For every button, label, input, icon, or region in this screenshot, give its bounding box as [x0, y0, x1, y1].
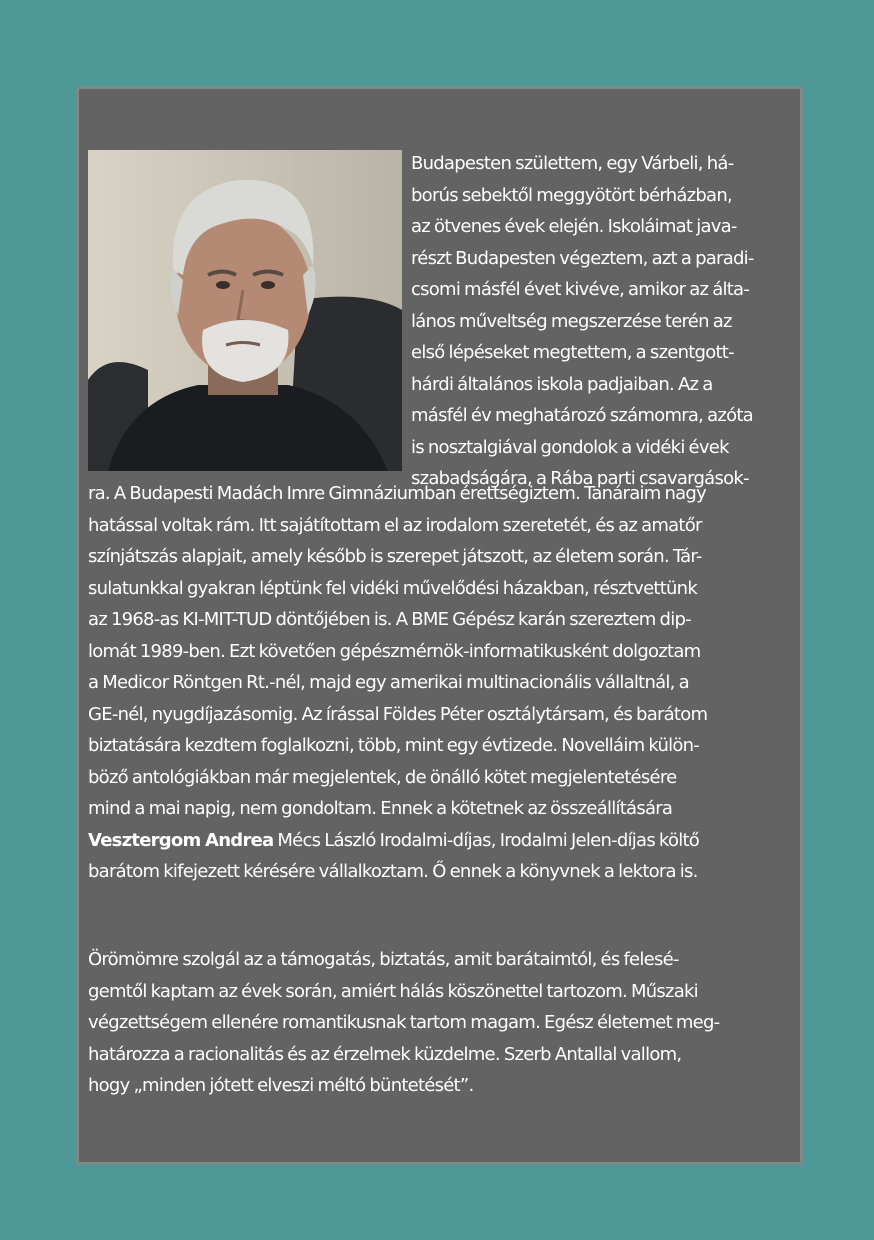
text-line: borús sebektől meggyötört bérházban, — [411, 184, 732, 206]
text-line: határozza a racionalitás és az érzelmek küzdelme. Szerb Antallal vallom, — [88, 1043, 682, 1065]
text-line: GE-nél, nyugdíjazásomig. Az írással Földes Péter osztálytársam, és barátom — [88, 703, 708, 725]
text-line: biztatására kezdtem foglalkozni, több, mint egy évtizede. Novelláim külön- — [88, 735, 700, 756]
text-line: részt Budapesten végeztem, azt a paradi- — [411, 247, 754, 269]
text-line: első lépéseket megtettem, a szentgott- — [411, 342, 734, 363]
text-line: lános műveltség megszerzése terén az — [411, 310, 732, 332]
text-line: az 1968-as KI-MIT-TUD döntőjében is. A BME Gépész karán szereztem dip- — [88, 609, 691, 630]
text-line: gemtől kaptam az évek során, amiért hálás köszönettel tartozom. Műszaki — [88, 980, 698, 1002]
paragraph-full-width — [88, 478, 707, 888]
text-line: másfél év meghatározó számomra, azóta — [411, 405, 753, 426]
text-after-name: Mécs László Irodalmi-díjas, Irodalmi Jelen-díjas költő — [273, 829, 700, 851]
portrait-photo-icon — [88, 150, 402, 471]
text-line: színjátszás alapjait, amely később is szerepet játszott, az életem során. Tár- — [88, 546, 702, 567]
text-line: hárdi általános iskola padjaiban. Az a — [411, 373, 713, 395]
paragraph-second — [88, 944, 719, 1102]
text-line: hatással voltak rám. Itt sajátítottam el az irodalom szeretetét, és az amatőr — [88, 514, 702, 536]
paragraph-beside-photo — [411, 148, 754, 495]
text-line: barátom kifejezett kérésére vállalkoztam. Ő ennek a könyvnek a lektora is. — [88, 861, 698, 882]
text-line-with-name — [88, 825, 707, 857]
text-line: lomát 1989-ben. Ezt követően gépészmérnök-informatikusként dolgoztam — [88, 640, 701, 662]
text-line: ra. A Budapesti Madách Imre Gimnáziumban érettségiztem. Tanáraim nagy — [88, 483, 707, 504]
text-line: Budapesten születtem, egy Várbeli, há- — [411, 153, 734, 174]
text-line: a Medicor Röntgen Rt.-nél, majd egy amerikai multinacionális vállaltnál, a — [88, 672, 689, 693]
text-line: mind a mai napig, nem gondoltam. Ennek a kötetnek az összeállítására — [88, 798, 673, 819]
text-line: csomi másfél évet kivéve, amikor az álta- — [411, 279, 750, 300]
text-line: végzettségem ellenére romantikusnak tartom magam. Egész életemet meg- — [88, 1012, 720, 1033]
text-line: is nosztalgiával gondolok a vidéki évek — [411, 436, 729, 458]
author-photo — [88, 150, 402, 471]
text-line: sulatunkkal gyakran léptünk fel vidéki művelődési házakban, résztvettünk — [88, 577, 697, 599]
text-line: szabadságára, a Rába parti csavargások- — [411, 468, 749, 489]
text-line: hogy „minden jótett elveszi méltó büntetését”. — [88, 1075, 474, 1096]
text-line: Örömömre szolgál az a támogatás, biztatás, amit barátaimtól, és felesé- — [88, 949, 679, 970]
author-name-bold: Vesztergom Andrea — [88, 829, 274, 851]
text-line: az ötvenes évek elején. Iskoláimat java- — [411, 216, 737, 237]
text-line: böző antológiákban már megjelentek, de önálló kötet megjelentetésére — [88, 766, 677, 788]
